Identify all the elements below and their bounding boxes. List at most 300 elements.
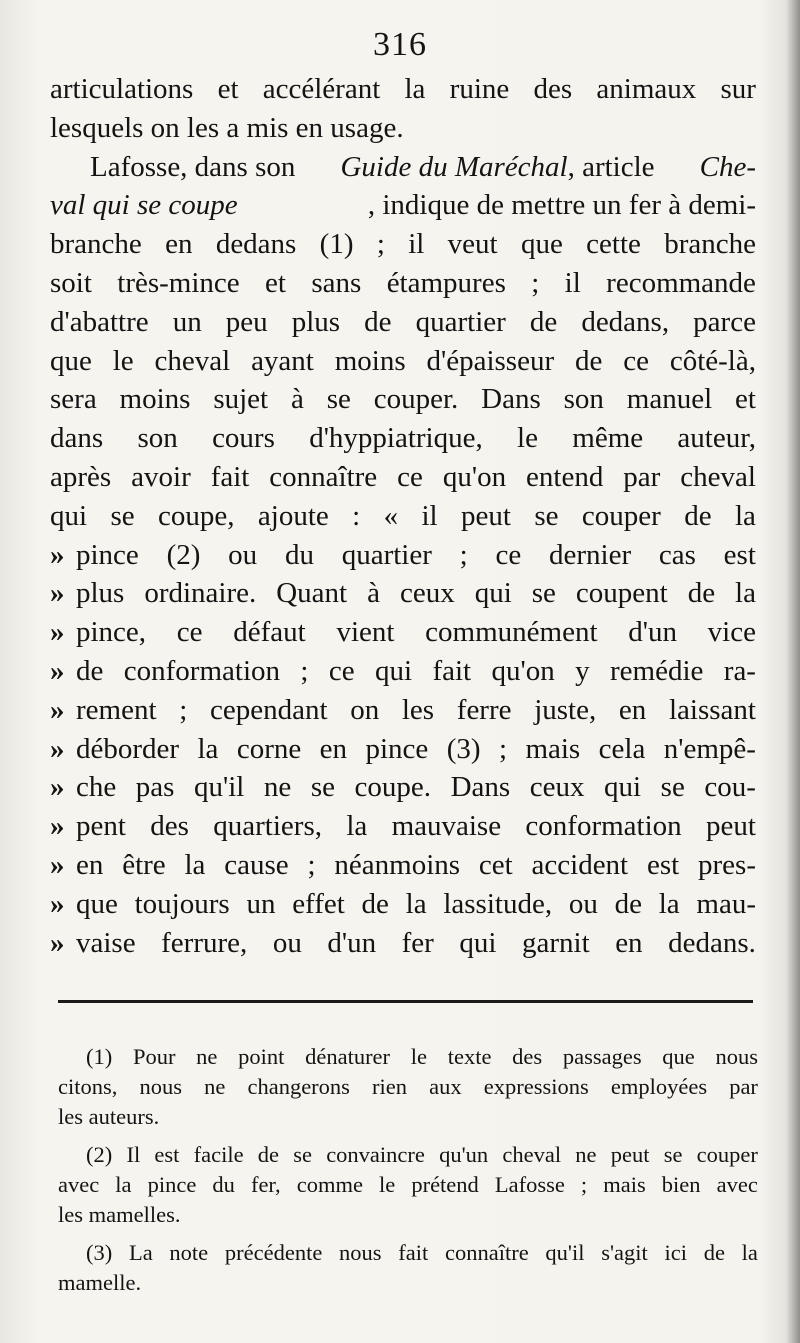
word: : — [352, 499, 361, 532]
word: pince — [147, 1172, 197, 1197]
word: ruine — [449, 73, 510, 105]
word: des — [512, 1044, 543, 1069]
word: La — [128, 1240, 153, 1265]
word: changerons — [247, 1074, 350, 1099]
word: (3) — [86, 1240, 113, 1265]
word: ; — [580, 1172, 588, 1197]
word: citons, — [58, 1074, 118, 1099]
word: ce — [623, 344, 649, 377]
word: branche — [50, 228, 142, 261]
word: très-mince — [117, 266, 240, 299]
word: couper. — [373, 383, 459, 416]
word: se — [534, 499, 559, 532]
word: veut — [447, 228, 498, 261]
word: qu'il — [194, 771, 245, 804]
word: il — [408, 228, 425, 261]
quote-mark: » — [50, 887, 65, 920]
word: manuel — [626, 383, 713, 416]
word: de — [529, 305, 558, 338]
word: que — [520, 228, 563, 261]
body-line — [50, 264, 756, 303]
word: prétend — [411, 1172, 479, 1197]
word: dénaturer — [305, 1044, 391, 1069]
word: rien — [372, 1074, 408, 1099]
word: ; — [376, 228, 385, 261]
word: qui — [459, 926, 497, 959]
line-text: les auteurs. — [58, 1104, 160, 1129]
word: quartier — [341, 538, 432, 571]
body-line — [50, 691, 756, 730]
word: cela — [598, 732, 646, 765]
word: en — [76, 848, 104, 881]
word: entend — [526, 460, 604, 493]
word: moins — [119, 383, 191, 416]
word: les — [401, 693, 435, 726]
word: (2) — [86, 1142, 113, 1167]
body-line — [50, 342, 756, 381]
word: cause — [224, 848, 289, 881]
footnote-line — [58, 1102, 758, 1132]
word: la — [404, 73, 426, 105]
word: connaître — [444, 1240, 529, 1265]
word: sur — [720, 73, 756, 105]
line-text — [76, 924, 756, 963]
word: de — [687, 577, 716, 610]
word: se — [531, 577, 556, 610]
word: pent — [76, 810, 126, 843]
word: la — [405, 887, 427, 920]
body-line — [50, 70, 756, 109]
word: cheval — [502, 1142, 562, 1167]
word: des — [533, 73, 573, 105]
word: de — [76, 654, 104, 687]
word: pres- — [698, 848, 756, 881]
word: et — [734, 383, 756, 416]
word: plus — [76, 577, 125, 610]
body-line — [50, 225, 756, 264]
word: conformation — [525, 810, 682, 843]
word: ne — [263, 771, 292, 804]
word: se — [663, 1142, 683, 1167]
word: plus — [291, 305, 341, 338]
word: ne — [575, 1142, 597, 1167]
word: peut — [705, 810, 756, 843]
word: couper — [581, 499, 661, 532]
word: en — [319, 732, 348, 765]
word: vaise — [76, 926, 136, 959]
word: la — [735, 577, 756, 610]
body-line — [50, 613, 756, 652]
word: la — [741, 1240, 758, 1265]
word: le — [517, 422, 538, 455]
word: parce — [693, 305, 756, 338]
text-run — [340, 148, 654, 187]
word: branche — [664, 228, 756, 261]
word: dedans. — [668, 926, 756, 959]
body-line — [50, 574, 756, 613]
word: toujours — [134, 887, 230, 920]
word: peut — [461, 499, 511, 532]
word: expressions — [483, 1074, 589, 1099]
word: ce — [397, 460, 423, 493]
word: son — [137, 422, 178, 455]
body-line — [50, 807, 756, 846]
quote-mark: » — [50, 848, 65, 881]
footnote — [58, 1140, 758, 1230]
word: d'un — [628, 616, 677, 649]
book-title: Guide du Maréchal — [340, 150, 568, 183]
word: effet — [292, 887, 345, 920]
word: Quant — [276, 577, 348, 610]
word: ne — [204, 1074, 226, 1099]
word: Il — [126, 1142, 141, 1167]
line-text — [76, 768, 756, 807]
text-run: Lafosse, dans son — [90, 150, 296, 183]
footnote — [58, 1238, 758, 1298]
word: couper — [696, 1142, 758, 1167]
word: peut — [610, 1142, 650, 1167]
word: garnit — [521, 926, 590, 959]
body-line — [50, 885, 756, 924]
word: ra- — [723, 654, 756, 687]
word: animaux — [596, 73, 697, 105]
word: accélérant — [262, 73, 381, 105]
word: comme — [296, 1172, 363, 1197]
word: cours — [212, 422, 275, 455]
word: côté-là, — [669, 344, 756, 377]
word: fait — [210, 460, 250, 493]
word: n'empê- — [663, 732, 756, 765]
word: ajoute — [257, 499, 329, 532]
word: conformation — [123, 654, 280, 687]
word: que — [50, 344, 92, 377]
word: à — [367, 577, 380, 610]
body-line — [50, 303, 756, 342]
word: mauvaise — [391, 810, 502, 843]
word: facile — [193, 1142, 244, 1167]
word: ; — [300, 654, 309, 687]
body-line — [50, 924, 756, 963]
word: cou- — [704, 771, 756, 804]
line-text — [76, 691, 756, 730]
body-line — [50, 768, 756, 807]
word: des — [150, 810, 189, 843]
word: coupe, — [158, 499, 235, 532]
word: de — [703, 1240, 725, 1265]
word: connaître — [269, 460, 378, 493]
body-line — [50, 536, 756, 575]
word: ce — [328, 654, 355, 687]
footnote-line — [58, 1170, 758, 1200]
word: employées — [610, 1074, 708, 1099]
line-text — [76, 730, 756, 769]
word: peu — [225, 305, 268, 338]
quote-mark: » — [50, 577, 65, 610]
word: ce — [495, 538, 522, 571]
word: (1) — [319, 228, 354, 261]
quote-mark: » — [50, 538, 65, 571]
line-text — [76, 846, 756, 885]
word: que — [76, 887, 118, 920]
word: s'agit — [601, 1240, 648, 1265]
body-line — [50, 846, 756, 885]
quote-mark: » — [50, 616, 65, 649]
word: qui — [50, 499, 88, 532]
word: est — [646, 848, 680, 881]
word: sera — [50, 383, 97, 416]
word: ce — [176, 616, 203, 649]
quote-mark: » — [50, 771, 65, 804]
word: coupe. — [354, 771, 432, 804]
word: « — [383, 499, 399, 532]
word: déborder — [76, 732, 180, 765]
body-line — [50, 730, 756, 769]
word: juste, — [534, 693, 597, 726]
word: aux — [429, 1074, 462, 1099]
word: précédente — [224, 1240, 323, 1265]
word: (2) — [166, 538, 201, 571]
word: cependant — [209, 693, 328, 726]
word: convaincre — [326, 1142, 425, 1167]
word: texte — [447, 1044, 492, 1069]
word: le — [112, 344, 134, 377]
word: se — [293, 1142, 312, 1167]
word: nous — [139, 1074, 182, 1099]
word: défaut — [233, 616, 306, 649]
word: de — [361, 887, 389, 920]
word: fait — [398, 1240, 429, 1265]
word: Dans — [481, 383, 541, 416]
word: soit — [50, 266, 92, 299]
quote-mark: » — [50, 732, 65, 765]
word: dernier — [548, 538, 632, 571]
word: avec — [58, 1172, 100, 1197]
quote-mark: » — [50, 926, 65, 959]
word: en — [165, 228, 193, 261]
word: moins — [334, 344, 406, 377]
word: communément — [425, 616, 598, 649]
word: est — [723, 538, 756, 571]
word: qu'il — [545, 1240, 585, 1265]
article-title: Che- — [699, 150, 756, 183]
body-line — [50, 497, 756, 536]
article-title: val qui se coupe — [50, 189, 238, 222]
word: cheval — [154, 344, 231, 377]
word: sujet — [213, 383, 269, 416]
body-line — [50, 419, 756, 458]
quote-mark: » — [50, 693, 65, 726]
word: la — [346, 810, 368, 843]
footnote-line — [58, 1200, 758, 1230]
quote-mark: » — [50, 810, 65, 843]
word: par — [729, 1074, 758, 1099]
word: vice — [707, 616, 756, 649]
word: ceux — [399, 577, 455, 610]
body-line — [50, 186, 756, 225]
word: ; — [531, 266, 540, 299]
word: se — [660, 771, 685, 804]
word: de — [575, 344, 603, 377]
word: che — [76, 771, 117, 804]
word: nous — [339, 1240, 382, 1265]
word: fait — [432, 654, 472, 687]
word: cette — [586, 228, 641, 261]
line-text: lesquels on les a mis en usage. — [50, 111, 404, 144]
word: bien — [661, 1172, 701, 1197]
word: se — [110, 499, 135, 532]
word: étampures — [386, 266, 506, 299]
word: et — [265, 266, 286, 299]
word: son — [563, 383, 604, 416]
word: nous — [715, 1044, 758, 1069]
word: la — [658, 887, 680, 920]
word: pas — [135, 771, 175, 804]
word: ; — [459, 538, 468, 571]
word: articulations — [50, 73, 194, 105]
word: fer — [401, 926, 434, 959]
word: d'abattre — [50, 305, 149, 338]
word: la — [115, 1172, 132, 1197]
line-text — [76, 613, 756, 652]
word: qu'on — [442, 460, 507, 493]
word: qui — [604, 771, 642, 804]
word: rement — [76, 693, 157, 726]
word: d'hyppiatrique, — [309, 422, 483, 455]
word: la — [184, 848, 206, 881]
word: ferrure, — [161, 926, 248, 959]
word: ou — [228, 538, 258, 571]
footnote-line — [58, 1268, 758, 1298]
body-line — [50, 109, 756, 148]
word: se — [310, 771, 335, 804]
word: ici — [664, 1240, 687, 1265]
word: pince — [76, 538, 139, 571]
word: en — [618, 693, 647, 726]
word: point — [238, 1044, 285, 1069]
word: du — [284, 538, 314, 571]
word: on — [350, 693, 380, 726]
word: remédie — [610, 654, 704, 687]
word: de — [684, 499, 712, 532]
word: la — [197, 732, 219, 765]
word: il — [564, 266, 581, 299]
word: mau- — [696, 887, 756, 920]
quote-mark: » — [50, 654, 65, 687]
body-text — [50, 70, 756, 962]
word: dedans, — [581, 305, 670, 338]
word: il — [421, 499, 438, 532]
word: Pour — [132, 1044, 176, 1069]
word: un — [246, 887, 276, 920]
word: ou — [568, 887, 598, 920]
footnote-line — [58, 1042, 758, 1072]
word: (1) — [86, 1044, 113, 1069]
word: pince, — [76, 616, 147, 649]
footnote — [58, 1042, 758, 1132]
word: dedans — [215, 228, 297, 261]
word: de — [614, 887, 642, 920]
word: que — [662, 1044, 695, 1069]
word: qu'un — [439, 1142, 489, 1167]
line-text — [76, 807, 756, 846]
word: sans — [311, 266, 362, 299]
word: ferre — [456, 693, 512, 726]
word: quartiers, — [213, 810, 322, 843]
word: ceux — [529, 771, 585, 804]
word: ; — [307, 848, 316, 881]
word: et — [217, 73, 239, 105]
word: à — [290, 383, 304, 416]
word: dans — [50, 422, 104, 455]
word: avoir — [131, 460, 191, 493]
footnote-separator-rule — [58, 1000, 753, 1003]
word: en — [615, 926, 643, 959]
word: cas — [658, 538, 696, 571]
body-line — [50, 652, 756, 691]
word: le — [410, 1044, 427, 1069]
word: qui — [374, 654, 413, 687]
line-text — [76, 652, 756, 691]
word: néanmoins — [334, 848, 461, 881]
word: (3) — [446, 732, 481, 765]
word: Dans — [450, 771, 511, 804]
word: même — [572, 422, 644, 455]
line-text: les mamelles. — [58, 1202, 181, 1227]
word: Lafosse — [494, 1172, 565, 1197]
word: cheval — [680, 460, 756, 493]
word: fer, — [250, 1172, 281, 1197]
word: de — [364, 305, 392, 338]
word: qu'on — [491, 654, 555, 687]
word: y — [575, 654, 590, 687]
word: après — [50, 460, 112, 493]
line-text — [76, 574, 756, 613]
word: vient — [336, 616, 395, 649]
text-run: , indique de mettre un fer à demi- — [367, 189, 756, 222]
word: recommande — [606, 266, 756, 299]
word: ou — [272, 926, 302, 959]
word: de — [257, 1142, 280, 1167]
body-line — [50, 148, 756, 187]
word: note — [169, 1240, 209, 1265]
word: un — [172, 305, 202, 338]
word: quartier — [415, 305, 506, 338]
word: corne — [236, 732, 302, 765]
word: d'épaisseur — [426, 344, 555, 377]
word: mais — [525, 732, 581, 765]
word: est — [154, 1142, 180, 1167]
body-line — [50, 458, 756, 497]
word: avec — [716, 1172, 758, 1197]
footnote-line — [58, 1238, 758, 1268]
word: ; — [179, 693, 188, 726]
word: pince — [365, 732, 429, 765]
word: mais — [603, 1172, 646, 1197]
footnote-line — [58, 1072, 758, 1102]
word: auteur, — [677, 422, 756, 455]
text-run: , article — [567, 150, 655, 183]
word: ne — [196, 1044, 218, 1069]
body-line — [50, 380, 756, 419]
word: ordinaire. — [144, 577, 257, 610]
word: coupent — [575, 577, 668, 610]
page-edge-shadow — [786, 0, 800, 1343]
word: laissant — [668, 693, 756, 726]
word: le — [379, 1172, 396, 1197]
word: par — [623, 460, 661, 493]
footnote-line — [58, 1140, 758, 1170]
word: se — [326, 383, 351, 416]
